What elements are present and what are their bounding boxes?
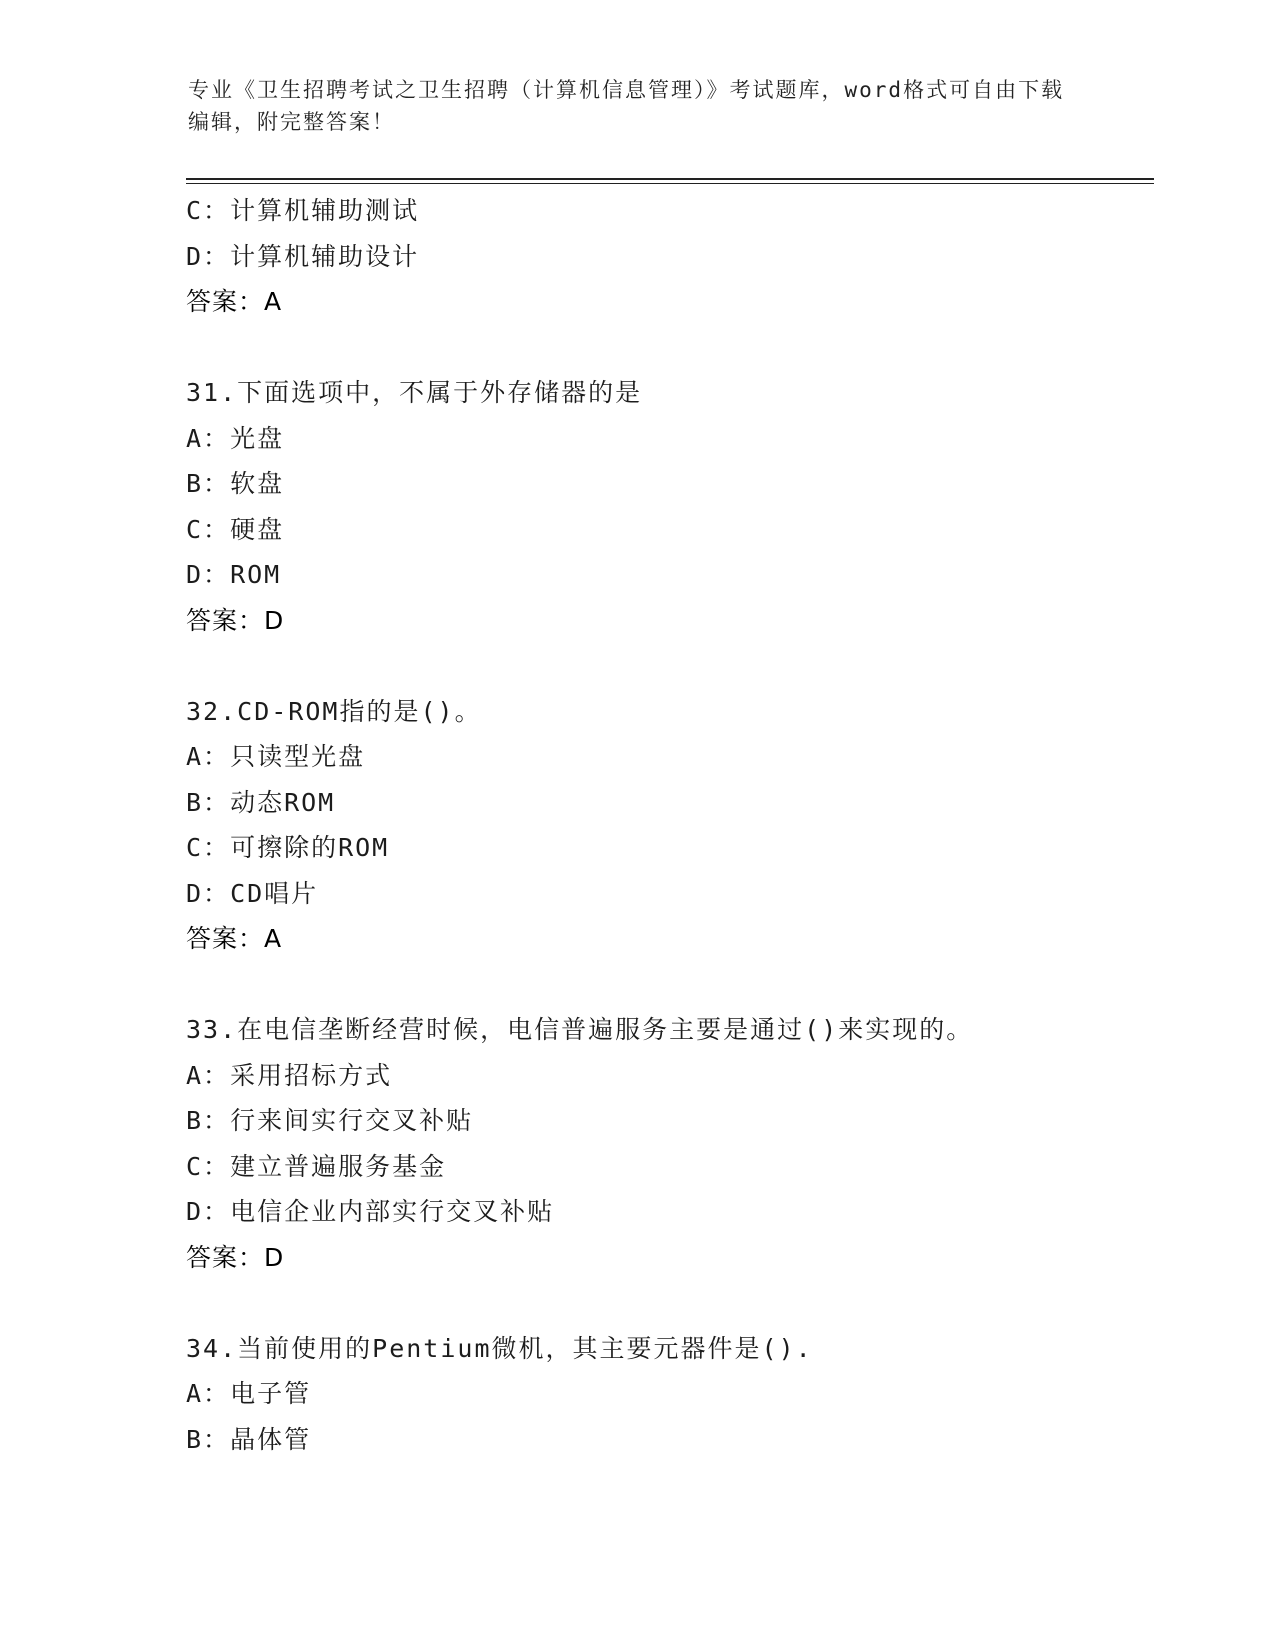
option-a: A：采用招标方式 <box>186 1060 393 1090</box>
option-a: A：光盘 <box>186 423 285 453</box>
option-b: B：晶体管 <box>186 1424 312 1454</box>
question-33 <box>186 1007 1146 1280</box>
option-a: A：只读型光盘 <box>186 742 366 771</box>
question-stem: 32.CD-ROM指的是()。 <box>186 696 482 726</box>
question-stem: 31.下面选项中，不属于外存储器的是 <box>186 378 643 407</box>
header-rule-thin <box>186 183 1154 184</box>
answer: 答案：A <box>186 287 283 316</box>
question-34 <box>186 1326 1146 1463</box>
document-header: 专业《卫生招聘考试之卫生招聘（计算机信息管理）》考试题库，word格式可自由下载编辑，附完整答案！ <box>188 78 1065 134</box>
question-31 <box>186 370 1146 643</box>
option-d: D：计算机辅助设计 <box>186 241 420 271</box>
question-30-tail <box>186 188 1146 325</box>
option-d: D：电信企业内部实行交叉补贴 <box>186 1197 555 1226</box>
answer: 答案：A <box>186 924 283 953</box>
option-c: C：计算机辅助测试 <box>186 196 420 225</box>
option-b: B：行来间实行交叉补贴 <box>186 1106 474 1135</box>
option-c: C：硬盘 <box>186 514 285 544</box>
answer: 答案：D <box>186 1242 285 1272</box>
option-a: A：电子管 <box>186 1379 312 1408</box>
header-rule-thick <box>186 178 1154 180</box>
option-b: B：动态ROM <box>186 787 336 817</box>
answer: 答案：D <box>186 605 285 635</box>
option-b: B：软盘 <box>186 469 285 498</box>
question-list <box>186 188 1146 1462</box>
option-c: C：可擦除的ROM <box>186 833 390 862</box>
question-stem: 34.当前使用的Pentium微机，其主要元器件是(). <box>186 1333 813 1363</box>
option-c: C：建立普遍服务基金 <box>186 1151 447 1181</box>
option-d: D：ROM <box>186 560 282 589</box>
question-32 <box>186 689 1146 962</box>
option-d: D：CD唱片 <box>186 878 319 908</box>
question-stem: 33.在电信垄断经营时候，电信普遍服务主要是通过()来实现的。 <box>186 1015 974 1044</box>
